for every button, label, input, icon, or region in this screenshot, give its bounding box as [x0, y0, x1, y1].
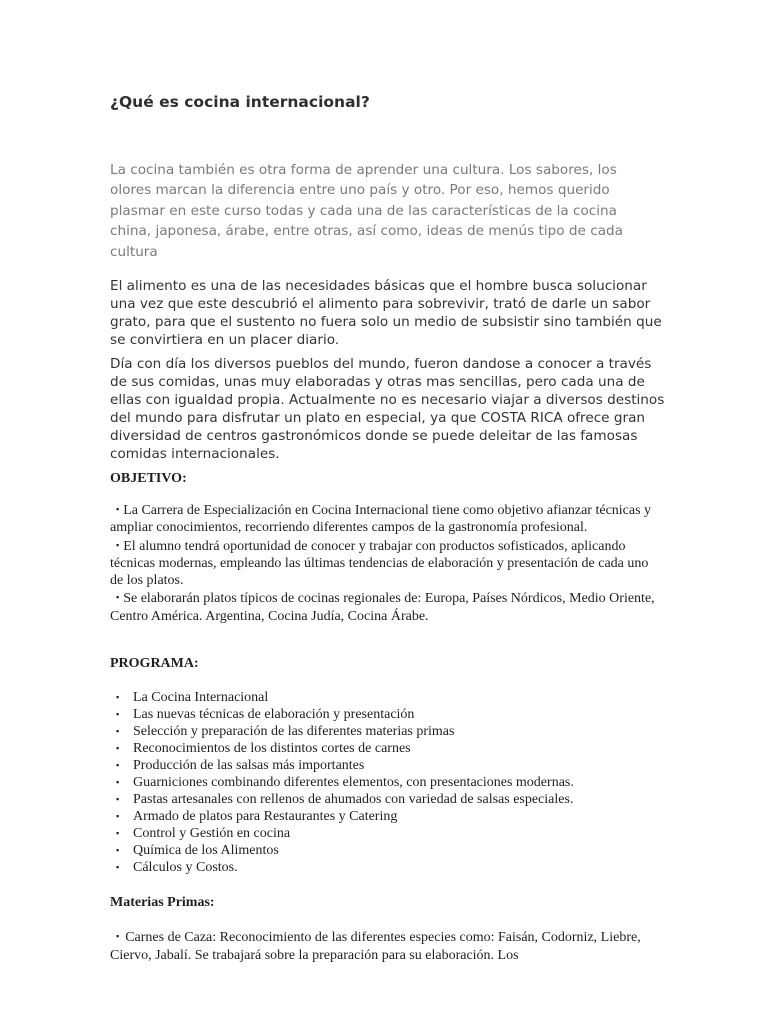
list-item-text: Las nuevas técnicas de elaboración y presentación — [133, 707, 415, 722]
list-item — [110, 859, 670, 876]
list-item-text: Pastas artesanales con rellenos de ahumados con variedad de salsas especiales. — [133, 792, 574, 807]
list-item-text: La Cocina Internacional — [133, 690, 269, 705]
page-title: ¿Qué es cocina internacional? — [110, 93, 370, 111]
materias-text: Carnes de Caza: Reconocimiento de las diferentes especies como: Faisán, Codorniz, Liebre, Ciervo, Jabalí. Se trabajará sobre la preparación para su elaboración. Los — [110, 930, 641, 963]
bullet-icon: ▪ — [116, 692, 120, 702]
list-item — [110, 501, 655, 537]
bullet-icon: ▪ — [116, 760, 120, 770]
programa-list — [110, 689, 670, 876]
list-item — [110, 689, 670, 706]
materias-heading: Materias Primas: — [110, 895, 215, 910]
list-item — [110, 706, 670, 723]
list-item — [110, 537, 655, 590]
bullet-icon: ▪ — [116, 743, 120, 753]
list-item — [110, 723, 670, 740]
intro-paragraph: La cocina también es otra forma de aprender una cultura. Los sabores, los olores marcan la diferencia entre uno país y otro. Por eso, hemos querido plasmar en este curso todas y cada una de las características de la cocina china, japonesa, árabe, entre otras, así como, ideas de menús tipo de cada cultura — [110, 162, 624, 260]
objetivo-list — [110, 501, 655, 625]
programa-heading: PROGRAMA: — [110, 656, 199, 671]
materias-paragraph — [110, 927, 658, 965]
list-item-text: Guarniciones combinando diferentes elementos, con presentaciones modernas. — [133, 775, 574, 790]
bullet-icon: ▪ — [116, 931, 120, 941]
list-item — [110, 757, 670, 774]
list-item-text: Cálculos y Costos. — [133, 860, 238, 875]
body-paragraph-1: El alimento es una de las necesidades básicas que el hombre busca solucionar una vez que este descubrió el alimento para sobrevivir, trató de darle un sabor grato, para que el sustento no fuera solo un medio de subsistir sino también que se convirtiera en un placer diario. — [110, 278, 662, 348]
bullet-icon: ▪ — [116, 777, 120, 787]
list-item — [110, 825, 670, 842]
bullet-icon: ▪ — [116, 828, 120, 838]
bullet-icon: ▪ — [116, 811, 120, 821]
list-item-text: Selección y preparación de las diferentes materias primas — [133, 724, 455, 739]
list-item-text: Se elaborarán platos típicos de cocinas regionales de: Europa, Países Nórdicos, Medio Oriente, Centro América. Argentina, Cocina Judía, Cocina Árabe. — [110, 591, 655, 624]
list-item — [110, 842, 670, 859]
bullet-icon: ▪ — [116, 845, 120, 855]
bullet-icon: ▪ — [116, 794, 120, 804]
list-item-text: La Carrera de Especialización en Cocina Internacional tiene como objetivo afianzar técnicas y ampliar conocimientos, recorriendo diferentes campos de la gastronomía profesional. — [110, 503, 652, 536]
list-item-text: Armado de platos para Restaurantes y Catering — [133, 809, 398, 824]
list-item-text: Reconocimientos de los distintos cortes de carnes — [133, 741, 411, 756]
list-item — [110, 589, 655, 625]
list-item — [110, 791, 670, 808]
list-item — [110, 740, 670, 757]
bullet-icon: ▪ — [116, 726, 120, 736]
body-paragraph-2: Día con día los diversos pueblos del mundo, fueron dandose a conocer a través de sus comidas, unas muy elaboradas y otras mas sencillas, pero cada una de ellas con igualdad propia. Actualmente no es necesario viajar a diversos destinos del mundo para disfrutar un plato en especial, ya que COSTA RICA ofrece gran diversidad de centros gastronómicos donde se puede deleitar de las famosas comidas internacionales. — [110, 356, 665, 462]
list-item-text: Química de los Alimentos — [133, 843, 279, 858]
list-item-text: El alumno tendrá oportunidad de conocer y trabajar con productos sofisticados, aplicando técnicas modernas, empleando las últimas tendencias de elaboración y presentación de cada uno de los platos. — [110, 538, 649, 589]
list-item — [110, 774, 670, 791]
bullet-icon: ▪ — [116, 539, 120, 550]
list-item-text: Control y Gestión en cocina — [133, 826, 291, 841]
bullet-icon: ▪ — [116, 709, 120, 719]
list-item-text: Producción de las salsas más importantes — [133, 758, 365, 773]
bullet-icon: ▪ — [116, 862, 120, 872]
objetivo-heading: OBJETIVO: — [110, 471, 187, 486]
bullet-icon: ▪ — [116, 592, 120, 603]
list-item — [110, 808, 670, 825]
bullet-icon: ▪ — [116, 504, 120, 514]
